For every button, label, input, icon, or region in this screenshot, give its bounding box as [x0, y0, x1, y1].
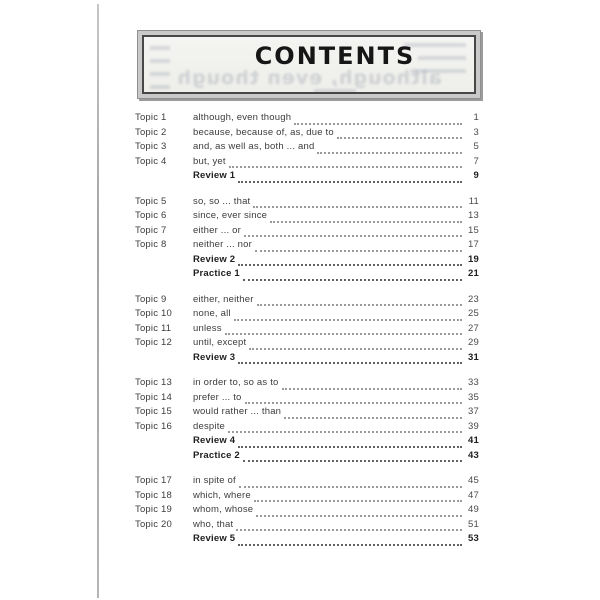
toc-row [135, 392, 479, 407]
toc-group [135, 112, 479, 185]
toc-topic-title: either ... or [193, 224, 242, 236]
toc-topic-label: Topic 7 [135, 224, 167, 236]
toc-row [135, 406, 479, 421]
toc-topic-title: so, so ... that [193, 195, 251, 207]
toc-group [135, 377, 479, 464]
toc-page-number: 51 [468, 518, 479, 530]
toc-topic-title: whom, whose [193, 504, 254, 515]
toc-row [135, 475, 479, 490]
dot-leader [255, 250, 462, 252]
toc-topic-label: Topic 4 [135, 155, 167, 167]
toc-row [135, 504, 479, 519]
toc-page-number: 25 [468, 308, 479, 319]
toc-row [135, 239, 479, 254]
toc-row [135, 490, 479, 505]
bleed-through-smudge [150, 46, 170, 50]
toc-row [135, 323, 479, 338]
toc-row [135, 196, 479, 211]
toc-page-number: 19 [468, 253, 479, 265]
toc-page-number: 41 [468, 435, 479, 446]
bleed-through-smudge [150, 59, 170, 63]
toc-page-number: 27 [468, 322, 479, 334]
toc-row [135, 141, 479, 156]
toc-page-number: 11 [468, 195, 479, 207]
toc-page-number: 45 [468, 475, 479, 486]
toc-row [135, 170, 479, 185]
toc-topic-label: Topic 17 [135, 475, 172, 486]
toc-row [135, 225, 479, 240]
dot-leader [229, 166, 462, 168]
dot-leader [284, 417, 462, 419]
toc-topic-title: although, even though [193, 112, 292, 123]
toc-row [135, 156, 479, 171]
toc-page-number: 9 [473, 170, 479, 181]
toc-row [135, 127, 479, 142]
toc-row [135, 308, 479, 323]
dot-leader [253, 206, 462, 208]
toc-topic-label: Topic 6 [135, 210, 167, 221]
toc-topic-title: since, ever since [193, 210, 268, 221]
toc-topic-title: Practice 2 [193, 449, 240, 461]
toc-page-number: 33 [468, 377, 479, 388]
toc-topic-title: would rather ... than [193, 406, 282, 417]
page-title: CONTENTS [254, 42, 416, 70]
dot-leader [225, 333, 462, 335]
dot-leader [244, 235, 462, 237]
toc-page-number: 35 [468, 391, 479, 403]
dot-leader [270, 221, 462, 223]
toc-page-number: 53 [468, 533, 479, 544]
dot-leader [245, 402, 462, 404]
toc-topic-title: who, that [193, 518, 234, 530]
dot-leader [254, 500, 462, 502]
dot-leader [243, 279, 462, 281]
toc-topic-title: either, neither [193, 293, 254, 305]
bleed-through-smudge [314, 89, 356, 94]
dot-leader [243, 460, 462, 462]
toc-row [135, 294, 479, 309]
toc-topic-title: until, except [193, 337, 247, 348]
toc-topic-label: Topic 13 [135, 377, 172, 388]
page-edge-line [97, 4, 99, 598]
contents-header-frame [137, 30, 481, 99]
toc-page-number: 1 [473, 112, 479, 123]
toc-topic-title: despite [193, 420, 226, 432]
toc-topic-title: but, yet [193, 155, 226, 167]
toc-topic-title: Review 2 [193, 253, 236, 265]
toc-row [135, 450, 479, 465]
dot-leader [294, 123, 462, 125]
dot-leader [249, 348, 462, 350]
dot-leader [234, 319, 462, 321]
toc-topic-title: Review 1 [193, 170, 236, 181]
dot-leader [257, 304, 462, 306]
toc-row [135, 268, 479, 283]
toc-topic-title: in spite of [193, 475, 236, 486]
dot-leader [238, 264, 462, 266]
toc-topic-label: Topic 16 [135, 420, 172, 432]
dot-leader [238, 362, 462, 364]
toc-page-number: 39 [468, 420, 479, 432]
toc-topic-title: neither ... nor [193, 239, 252, 250]
toc-topic-label: Topic 11 [135, 322, 172, 334]
toc-topic-label: Topic 20 [135, 518, 172, 530]
toc-topic-title: Practice 1 [193, 268, 240, 279]
toc-topic-label: Topic 19 [135, 504, 172, 515]
toc-row [135, 352, 479, 367]
toc-topic-title: none, all [193, 308, 231, 319]
toc-row [135, 519, 479, 534]
toc-page-number: 15 [468, 224, 479, 236]
toc-topic-title: unless [193, 322, 222, 334]
toc-topic-label: Topic 2 [135, 126, 167, 138]
toc-page-number: 31 [468, 351, 479, 363]
dot-leader [239, 486, 462, 488]
dot-leader [238, 446, 462, 448]
toc-topic-label: Topic 12 [135, 337, 172, 348]
toc-group [135, 475, 479, 548]
toc-page-number: 13 [468, 210, 479, 221]
toc-page-number: 17 [468, 239, 479, 250]
bleed-through-title: although, even though [176, 67, 442, 89]
toc-page-number: 49 [468, 504, 479, 515]
toc-page-number: 43 [468, 449, 479, 461]
toc-topic-title: in order to, so as to [193, 377, 279, 388]
contents-header-box [142, 35, 476, 94]
dot-leader [317, 152, 462, 154]
toc-page-number: 29 [468, 337, 479, 348]
toc-topic-title: Review 3 [193, 351, 236, 363]
toc-page-number: 5 [473, 141, 479, 152]
toc-page-number: 37 [468, 406, 479, 417]
toc-topic-label: Topic 10 [135, 308, 172, 319]
toc-group [135, 294, 479, 367]
toc-page-number: 7 [473, 155, 479, 167]
toc-topic-label: Topic 3 [135, 141, 167, 152]
toc-topic-title: prefer ... to [193, 391, 242, 403]
toc-row [135, 421, 479, 436]
toc-topic-label: Topic 8 [135, 239, 167, 250]
toc-topic-title: which, where [193, 489, 251, 501]
toc-topic-label: Topic 1 [135, 112, 167, 123]
toc-topic-label: Topic 14 [135, 391, 172, 403]
toc-page-number: 21 [468, 268, 479, 279]
dot-leader [256, 515, 462, 517]
dot-leader [337, 137, 462, 139]
toc-topic-title: Review 4 [193, 435, 236, 446]
toc-list [135, 112, 479, 559]
dot-leader [228, 431, 462, 433]
toc-row [135, 112, 479, 127]
toc-row [135, 254, 479, 269]
toc-topic-title: because, because of, as, due to [193, 126, 334, 138]
dot-leader [238, 544, 462, 546]
toc-row [135, 377, 479, 392]
dot-leader [282, 388, 462, 390]
toc-topic-title: and, as well as, both ... and [193, 141, 315, 152]
toc-page-number: 23 [468, 293, 479, 305]
toc-topic-label: Topic 9 [135, 293, 167, 305]
toc-topic-label: Topic 15 [135, 406, 172, 417]
toc-row [135, 337, 479, 352]
toc-page-number: 47 [468, 489, 479, 501]
toc-topic-label: Topic 5 [135, 195, 167, 207]
toc-topic-title: Review 5 [193, 533, 236, 544]
toc-topic-label: Topic 18 [135, 489, 172, 501]
toc-row [135, 435, 479, 450]
dot-leader [238, 181, 462, 183]
toc-row [135, 210, 479, 225]
dot-leader [236, 529, 462, 531]
toc-row [135, 533, 479, 548]
toc-page-number: 3 [473, 126, 479, 138]
toc-group [135, 196, 479, 283]
